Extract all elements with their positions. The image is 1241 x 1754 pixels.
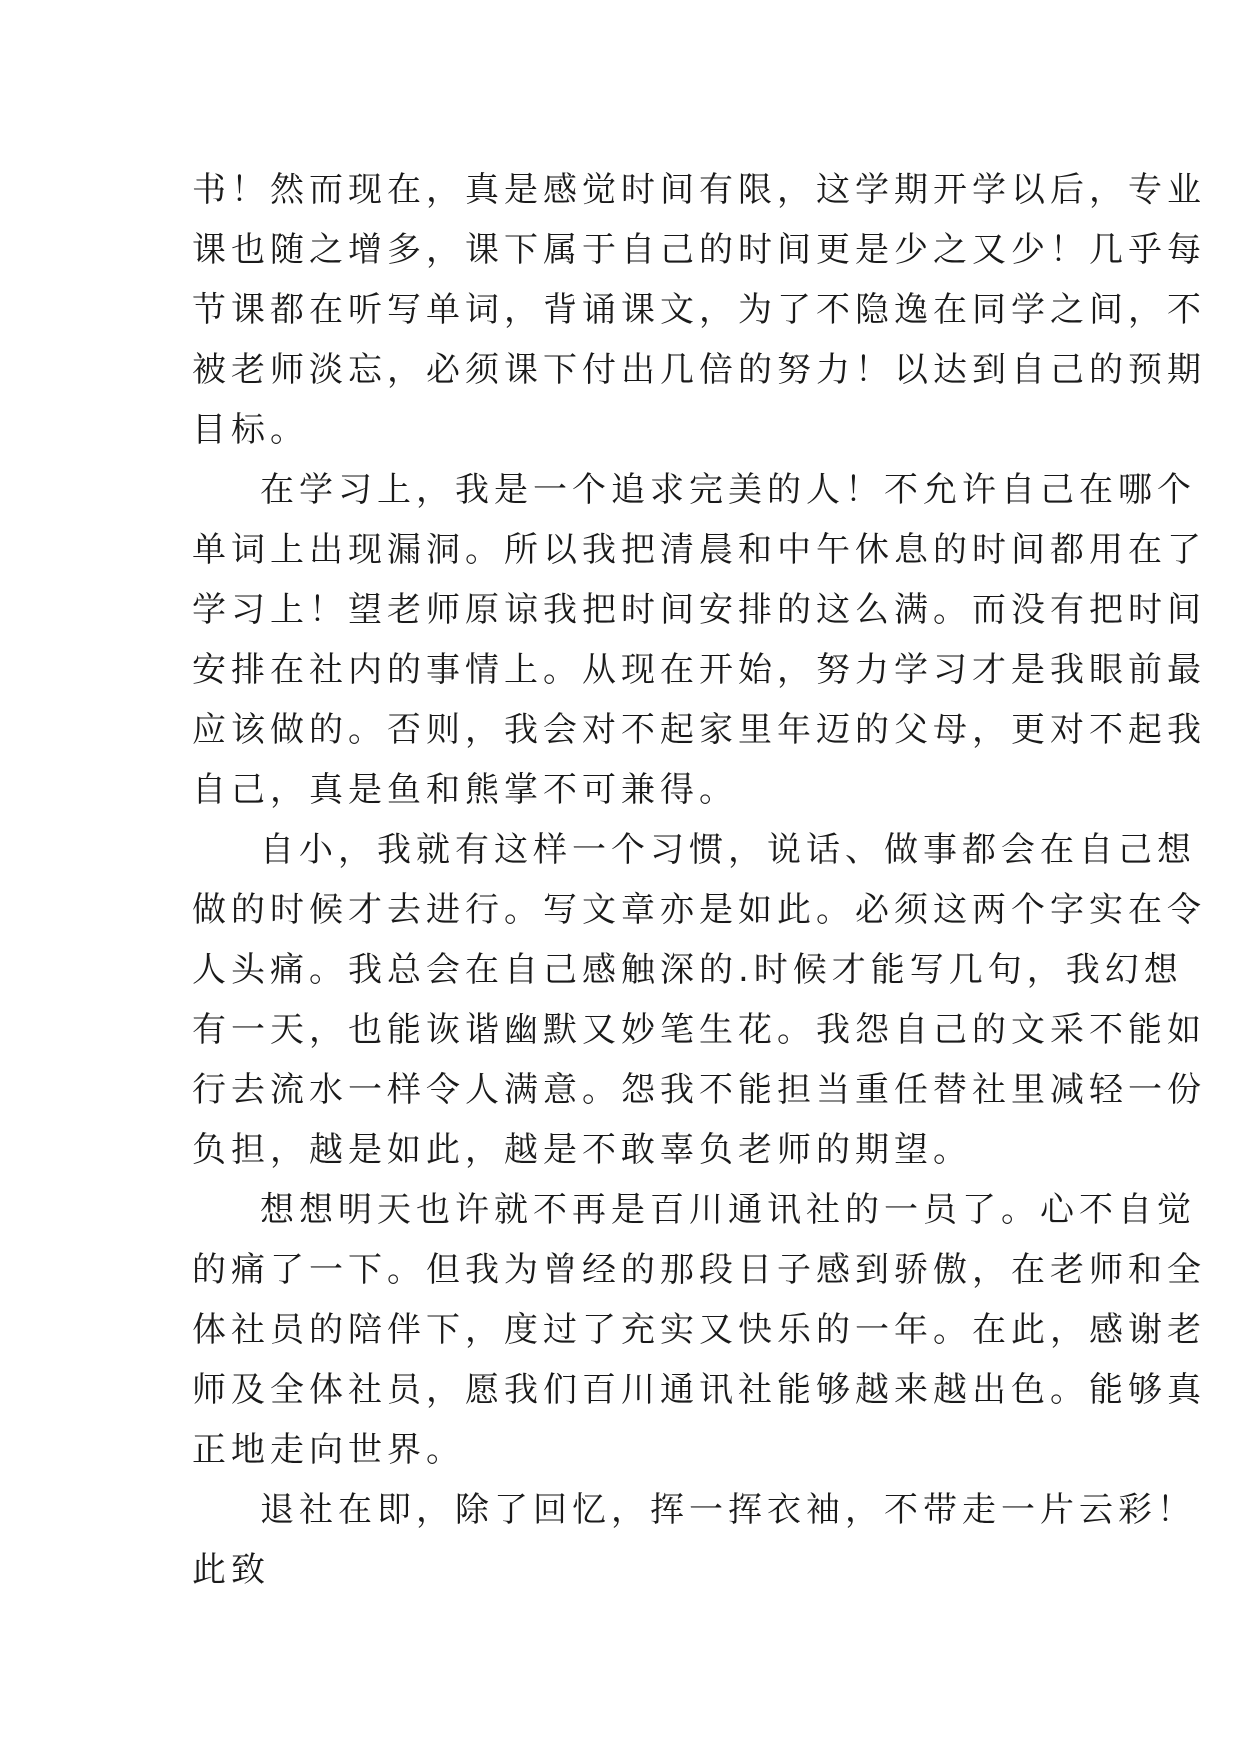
paragraph-start-line: 在学习上，我是一个追求完美的人！不允许自己在哪个 <box>260 470 1196 510</box>
text-line: 行去流水一样令人满意。怨我不能担当重任替社里减轻一份 <box>192 1070 1206 1110</box>
text-line: 有一天，也能诙谐幽默又妙笔生花。我怨自己的文采不能如 <box>192 1010 1206 1050</box>
text-line: 安排在社内的事情上。从现在开始，努力学习才是我眼前最 <box>192 650 1206 690</box>
letter-body <box>192 160 1206 1600</box>
text-line: 人头痛。我总会在自己感触深的.时候才能写几句，我幻想 <box>192 950 1183 990</box>
closing-salutation: 此致 <box>192 1550 270 1590</box>
text-line: 学习上！望老师原谅我把时间安排的这么满。而没有把时间 <box>192 590 1206 630</box>
text-line: 节课都在听写单词，背诵课文，为了不隐逸在同学之间，不 <box>192 290 1206 330</box>
paragraph-start-line: 自小，我就有这样一个习惯，说话、做事都会在自己想 <box>260 830 1196 870</box>
text-line: 的痛了一下。但我为曾经的那段日子感到骄傲，在老师和全 <box>192 1250 1206 1290</box>
text-line: 书！然而现在，真是感觉时间有限，这学期开学以后，专业 <box>192 170 1206 210</box>
text-line: 做的时候才去进行。写文章亦是如此。必须这两个字实在令 <box>192 890 1206 930</box>
text-line: 体社员的陪伴下，度过了充实又快乐的一年。在此，感谢老 <box>192 1310 1206 1350</box>
paragraph-start-line: 退社在即，除了回忆，挥一挥衣袖，不带走一片云彩！ <box>260 1490 1196 1530</box>
text-line: 师及全体社员，愿我们百川通讯社能够越来越出色。能够真 <box>192 1370 1206 1410</box>
text-line: 被老师淡忘，必须课下付出几倍的努力！以达到自己的预期 <box>192 350 1206 390</box>
text-line: 自己，真是鱼和熊掌不可兼得。 <box>192 770 738 810</box>
text-line: 课也随之增多，课下属于自己的时间更是少之又少！几乎每 <box>192 230 1206 270</box>
text-line: 应该做的。否则，我会对不起家里年迈的父母，更对不起我 <box>192 710 1206 750</box>
text-line: 单词上出现漏洞。所以我把清晨和中午休息的时间都用在了 <box>192 530 1206 570</box>
text-line: 负担，越是如此，越是不敢辜负老师的期望。 <box>192 1130 972 1170</box>
text-line: 正地走向世界。 <box>192 1430 465 1470</box>
paragraph-start-line: 想想明天也许就不再是百川通讯社的一员了。心不自觉 <box>260 1190 1196 1230</box>
text-line: 目标。 <box>192 410 309 450</box>
